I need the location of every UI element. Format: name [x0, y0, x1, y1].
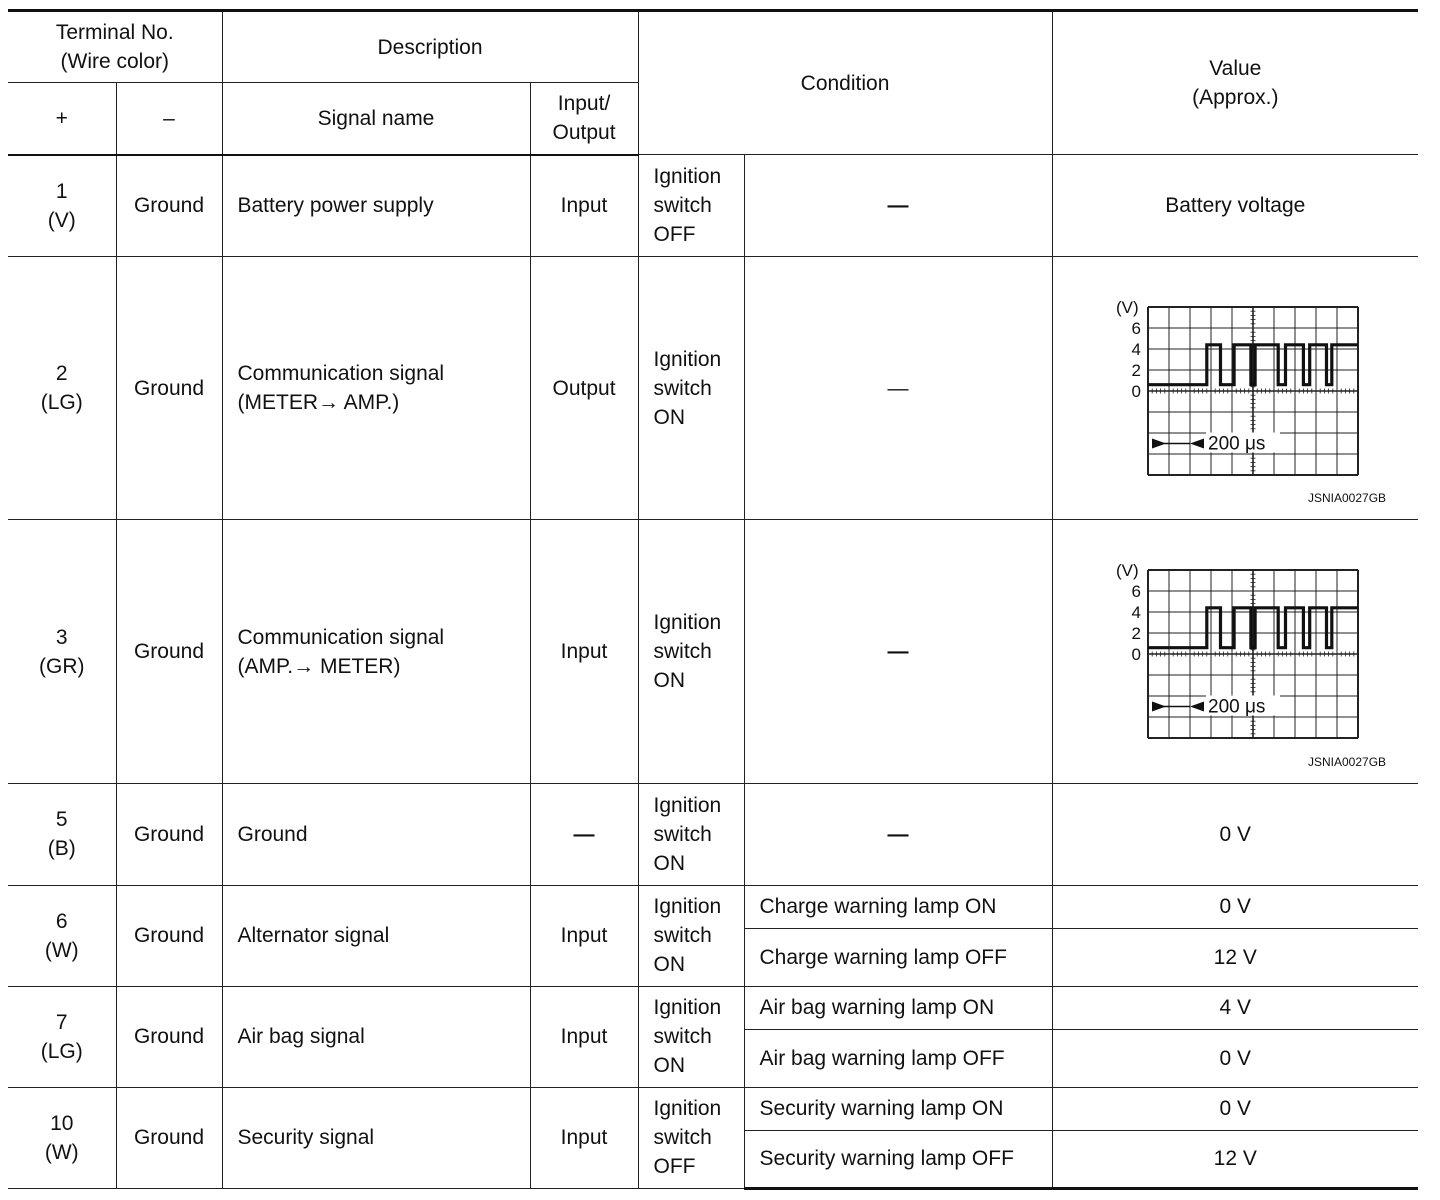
signal-io: —: [530, 783, 638, 885]
table-row: [8, 520, 1418, 783]
ignition-state: Ignition switch OFF: [638, 155, 744, 257]
terminal-ground: Ground: [116, 155, 222, 257]
measured-value: 12 V: [1052, 1130, 1418, 1188]
terminal-number: 1 (V): [8, 155, 116, 257]
y-unit-label: (V): [1115, 561, 1139, 581]
signal-name: Communication signal (AMP.→ METER): [222, 520, 530, 783]
signal-name: Air bag signal: [222, 986, 530, 1087]
condition-value: Charge warning lamp ON: [744, 885, 1052, 928]
ignition-state: Ignition switch OFF: [638, 1087, 744, 1188]
ignition-state: Ignition switch ON: [638, 885, 744, 986]
header-io: Input/ Output: [530, 83, 638, 155]
waveform-cell: [1052, 257, 1418, 520]
time-arrow-head: [1152, 439, 1166, 449]
terminal-ground: Ground: [116, 257, 222, 520]
signal-name: Alternator signal: [222, 885, 530, 986]
header-value: Value (Approx.): [1052, 11, 1418, 155]
signal-name: Security signal: [222, 1087, 530, 1188]
table-row: [8, 155, 1418, 257]
header-condition: Condition: [638, 11, 1052, 155]
condition-value: Air bag warning lamp ON: [744, 986, 1052, 1029]
signal-name: Ground: [222, 783, 530, 885]
measured-value: 0 V: [1052, 783, 1418, 885]
measured-value: 12 V: [1052, 928, 1418, 986]
condition-value: —: [744, 520, 1052, 783]
terminal-ground: Ground: [116, 986, 222, 1087]
signal-io: Input: [530, 155, 638, 257]
y-tick-label: 0: [1131, 645, 1141, 665]
ignition-state: Ignition switch ON: [638, 986, 744, 1087]
signal-name: Battery power supply: [222, 155, 530, 257]
terminal-number: 6 (W): [8, 885, 116, 986]
condition-value: Security warning lamp ON: [744, 1087, 1052, 1130]
terminal-number: 2 (LG): [8, 257, 116, 520]
condition-value: Charge warning lamp OFF: [744, 928, 1052, 986]
terminal-ground: Ground: [116, 783, 222, 885]
table-row: [8, 257, 1418, 520]
time-scale-label: 200 μs: [1207, 433, 1265, 455]
oscilloscope-waveform: [1093, 295, 1393, 480]
y-tick-label: 4: [1131, 340, 1141, 360]
signal-io: Input: [530, 885, 638, 986]
terminal-ground: Ground: [116, 1087, 222, 1188]
signal-io: Output: [530, 257, 638, 520]
measured-value: 0 V: [1052, 885, 1418, 928]
signal-name: Communication signal (METER→ AMP.): [222, 257, 530, 520]
table-row: [8, 783, 1418, 885]
condition-value: —: [744, 257, 1052, 520]
y-tick-label: 2: [1131, 361, 1141, 381]
ignition-state: Ignition switch ON: [638, 783, 744, 885]
waveform-cell: [1052, 520, 1418, 783]
table-row: [8, 885, 1418, 928]
time-arrow-head: [1190, 439, 1204, 449]
time-arrow-head: [1190, 702, 1204, 712]
oscilloscope-waveform: [1093, 558, 1393, 743]
header-signal-name: Signal name: [222, 83, 530, 155]
y-tick-label: 6: [1131, 319, 1141, 339]
terminal-number: 10 (W): [8, 1087, 116, 1188]
signal-io: Input: [530, 986, 638, 1087]
measured-value: 4 V: [1052, 986, 1418, 1029]
terminal-number: 7 (LG): [8, 986, 116, 1087]
signal-io: Input: [530, 1087, 638, 1188]
header-description: Description: [222, 11, 638, 83]
table-row: [8, 1087, 1418, 1130]
terminal-ground: Ground: [116, 885, 222, 986]
y-unit-label: (V): [1115, 298, 1139, 318]
condition-value: —: [744, 783, 1052, 885]
y-tick-label: 6: [1131, 582, 1141, 602]
figure-code: JSNIA0027GB: [1307, 491, 1387, 506]
header-minus: –: [116, 83, 222, 155]
condition-value: Air bag warning lamp OFF: [744, 1029, 1052, 1087]
terminal-number: 3 (GR): [8, 520, 116, 783]
measured-value: 0 V: [1052, 1029, 1418, 1087]
y-tick-label: 4: [1131, 603, 1141, 623]
figure-code: JSNIA0027GB: [1307, 754, 1387, 769]
condition-value: Security warning lamp OFF: [744, 1130, 1052, 1188]
y-tick-label: 2: [1131, 624, 1141, 644]
measured-value: 0 V: [1052, 1087, 1418, 1130]
y-tick-label: 0: [1131, 382, 1141, 402]
ignition-state: Ignition switch ON: [638, 520, 744, 783]
signal-io: Input: [530, 520, 638, 783]
header-plus: +: [8, 83, 116, 155]
table-row: [8, 986, 1418, 1029]
terminal-table: [8, 9, 1418, 1190]
terminal-ground: Ground: [116, 520, 222, 783]
measured-value: Battery voltage: [1052, 155, 1418, 257]
time-arrow-head: [1152, 702, 1166, 712]
header-terminal: Terminal No. (Wire color): [8, 11, 222, 83]
terminal-number: 5 (B): [8, 783, 116, 885]
ignition-state: Ignition switch ON: [638, 257, 744, 520]
time-scale-label: 200 μs: [1207, 696, 1265, 718]
condition-value: —: [744, 155, 1052, 257]
